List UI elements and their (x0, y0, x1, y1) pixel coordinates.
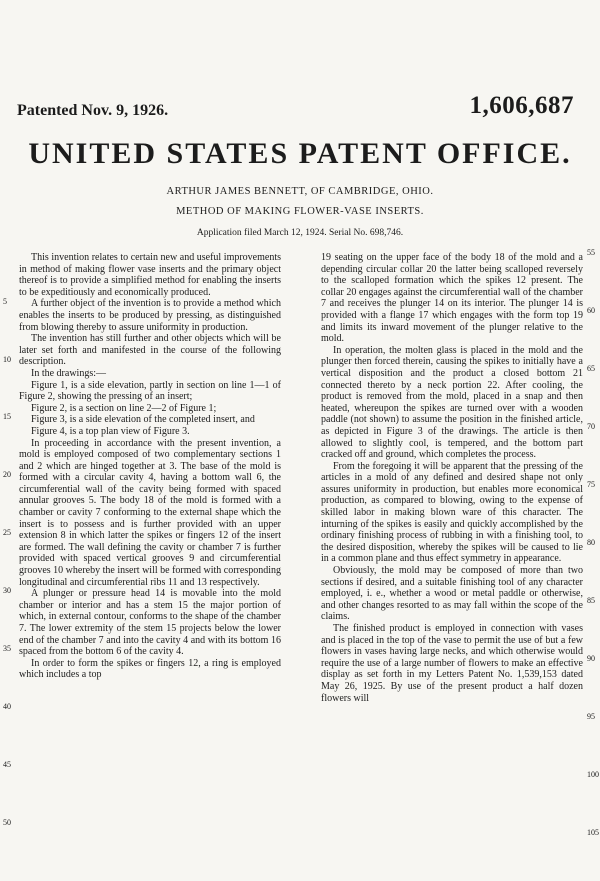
line-number: 65 (587, 364, 595, 373)
line-number: 25 (3, 528, 11, 537)
line-number: 45 (3, 760, 11, 769)
office-heading: UNITED STATES PATENT OFFICE. (28, 137, 572, 170)
line-number: 30 (3, 586, 11, 595)
line-number: 105 (587, 828, 599, 837)
paragraph: A further object of the invention is to provide a method which enables the inserts to be produced by pressing, as distinguished from blowing thereby to assure uniformity in production. (19, 298, 281, 333)
patented-date: Patented Nov. 9, 1926. (17, 102, 169, 119)
patent-title: METHOD OF MAKING FLOWER-VASE INSERTS. (176, 206, 424, 217)
paragraph: The finished product is employed in connection with vases and is placed in the top of the vase to permit the use of but a few flowers in vases having large necks, and which otherwise would require the use of a large number of flowers to make an effective display as set forth in my Letters Patent No. 1,539,153 dated May 26, 1925. By use of the present product a half dozen flowers will (321, 623, 583, 704)
paragraph: Figure 3, is a side elevation of the completed insert, and (31, 414, 255, 426)
paragraph: In operation, the molten glass is placed in the mold and the plunger then forced therein, causing the spikes to initially have a vertical disposition and the product a closed bottom 21 connected thereto by a neck portion 22. After cooling, the product is removed from the mold, placed in a snap and then heated, whereupon the spikes are turned over with a wooden paddle (not shown) to assume the position in the finished article, as depicted in Figure 3 of the drawings. The article is then allowed to slightly cool, is tempered, and the bottom part cracked off and ground, which completes the process. (321, 344, 583, 461)
paragraph: 19 seating on the upper face of the body 18 of the mold and a depending circular collar 20 the latter being scalloped reversely to the scalloped formation which the spikes 12 present. The collar 20 engages against the circumferential wall of the chamber 7 and receives the plunger 14 on its interior. The plunger 14 is provided with a flange 17 which engages with the form top 19 and limits its inward movement of the plunger relative to the mold. (321, 252, 583, 345)
line-number: 40 (3, 702, 11, 711)
paragraph: This invention relates to certain new and useful improvements in method of making flower vase inserts and the primary object thereof is to provide a simplified method for enabling the inserts to be expeditiously and economically produced. (19, 252, 281, 298)
line-number: 35 (3, 644, 11, 653)
paragraph: From the foregoing it will be apparent that the pressing of the articles in a mold of any defined and desired shape not only assures uniformity in production, but enables more economical production, as compared to blowing, owing to the expense of skilled labor in making blown ware of this character. The inturning of the spikes is easily and quickly accomplished by the ordinary finishing process of rubbing in with a finishing tool, to the desired disposition, whereby the spikes will be caused to lie in a common plane and thus effect symmetry in appearance. (321, 460, 583, 565)
line-number: 80 (587, 538, 595, 547)
line-number: 55 (587, 248, 595, 257)
right-column (321, 252, 583, 704)
paragraph: In proceeding in accordance with the present invention, a mold is employed composed of two complementary sections 1 and 2 which are hinged together at 3. The base of the mold is formed with a circular cavity 4, having a bottom wall 6, the circumferential wall of the cavity being formed with spaced annular grooves 5. The body 18 of the mold is formed with a chamber or cavity 7 conforming to the external shape which the insert is to possess and is further provided with an upper extension 8 in which latter the spikes or fingers 12 of the insert are formed. The wall defining the cavity or chamber 7 is further provided with spaced vertical grooves 9 and circumferential grooves 10 whereby the insert will be formed with corresponding longitudinal and circumferential ribs 11 and 13 respectively. (19, 437, 281, 588)
paragraph: The invention has still further and other objects which will be later set forth and manifested in the course of the following description. (19, 333, 281, 368)
application-line: Application filed March 12, 1924. Serial No. 698,746. (196, 228, 404, 238)
line-number: 10 (3, 355, 11, 364)
line-number: 5 (3, 297, 7, 306)
paragraph: Figure 2, is a section on line 2—2 of Figure 1; (31, 402, 217, 414)
line-number: 85 (587, 596, 595, 605)
paragraph: In the drawings:— (31, 367, 106, 379)
line-number: 90 (587, 654, 595, 663)
line-number: 70 (587, 422, 595, 431)
line-number: 60 (587, 306, 595, 315)
paragraph: A plunger or pressure head 14 is movable into the mold chamber or interior and has a stem 15 the major portion of which, in external contour, conforms to the shape of the chamber 7. The lower extremity of the stem 15 projects below the lower end of the chamber 7 and into the cavity 4 and with its bottom 16 spaced from the bottom 6 of the cavity 4. (19, 588, 281, 658)
left-column (19, 252, 281, 681)
line-number: 15 (3, 412, 11, 421)
line-number: 50 (3, 818, 11, 827)
line-number: 100 (587, 770, 599, 779)
paragraph: In order to form the spikes or fingers 12, a ring is employed which includes a top (19, 657, 281, 681)
line-number: 95 (587, 712, 595, 721)
line-number: 20 (3, 470, 11, 479)
patent-number: 1,606,687 (469, 92, 574, 119)
inventor-line: ARTHUR JAMES BENNETT, OF CAMBRIDGE, OHIO. (166, 186, 434, 197)
paragraph: Figure 1, is a side elevation, partly in section on line 1—1 of Figure 2, showing the pressing of an insert; (19, 379, 281, 403)
paragraph: Figure 4, is a top plan view of Figure 3. (31, 425, 190, 437)
line-number: 75 (587, 480, 595, 489)
paragraph: Obviously, the mold may be composed of more than two sections if desired, and a suitable finishing tool of any character employed, i. e., whether a wood or metal paddle or otherwise, and other changes resorted to as may fall within the scope of the claims. (321, 565, 583, 623)
